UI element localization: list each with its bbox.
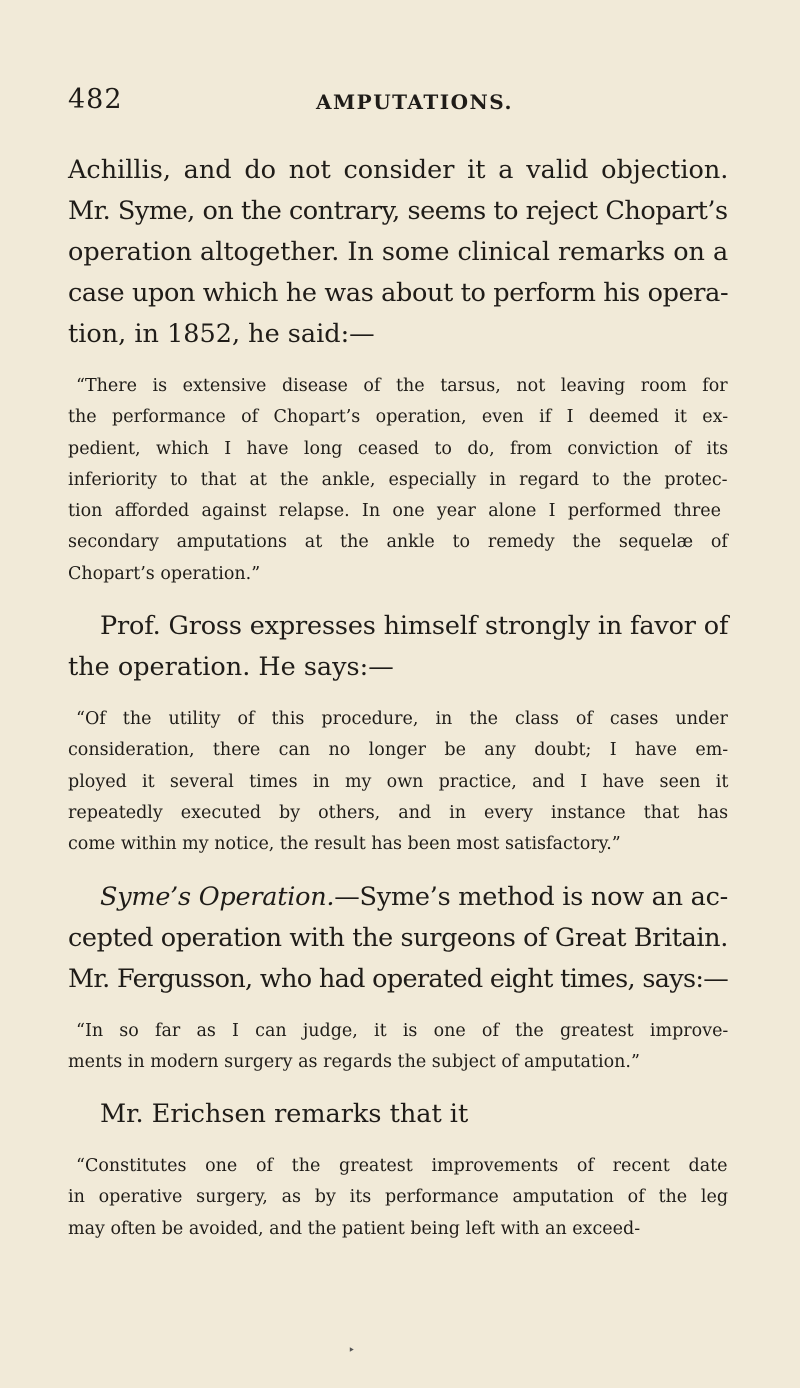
quote-fergusson [68,1016,728,1079]
section-heading-italic: Syme’s Operation. [100,881,335,912]
text-line: “Of the utility of this procedure, in the class of cases under [76,709,728,730]
text-line: “Constitutes one of the greatest improvements of recent date [76,1156,728,1177]
text-line: ployed it several times in my own practice, and I have seen it [68,771,729,792]
text-line: Mr. Syme, on the contrary, seems to reject Chopart’s [68,196,728,226]
text-line: in operative surgery, as by its performance amputation of the leg [68,1187,729,1208]
text-line: ments in modern surgery as regards the subject of amputation.” [68,1051,640,1072]
text-line: Chopart’s operation.” [68,563,261,584]
text-line: cepted operation with the surgeons of Great Britain. [68,922,728,953]
text-line: Mr. Fergusson, who had operated eight times, says:— [68,963,729,994]
text-line: Prof. Gross expresses himself strongly in favor of [100,611,729,642]
paragraph-syme-objection [68,150,728,355]
quote-erichsen [68,1151,728,1245]
paragraph-symes-operation [68,877,728,1000]
text-line: tion, in 1852, he said:— [68,319,375,349]
text-line: Achillis, and do not consider it a valid objection. [68,155,729,185]
text-line: “In so far as I can judge, it is one of the greatest improve- [76,1020,729,1041]
printer-mark: ‣ [348,1343,356,1357]
text-line: inferiority to that at the ankle, especially in regard to the protec- [68,469,728,490]
text-fragment: —Syme’s method is now an ac- [334,881,729,912]
text-line: consideration, there can no longer be any doubt; I have em- [68,740,729,761]
text-line: tion afforded against relapse. In one year alone I performed three [68,501,722,522]
text-line: may often be avoided, and the patient being left with an exceed- [68,1218,641,1239]
text-line: secondary amputations at the ankle to remedy the sequelæ of [68,532,728,553]
text-line: repeatedly executed by others, and in every instance that has [68,802,729,823]
text-line [68,877,728,918]
text-line: come within my notice, the result has been most satisfactory.” [68,834,621,855]
page-number: 482 [68,84,123,115]
text-line: case upon which he was about to perform his opera- [68,278,729,308]
text-line: the performance of Chopart’s operation, even if I deemed it ex- [68,407,729,428]
text-line: Mr. Erichsen remarks that it [100,1099,469,1130]
page-body [68,150,728,1245]
running-title: AMPUTATIONS. [316,90,513,114]
text-line: pedient, which I have long ceased to do, from conviction of its [68,438,729,459]
quote-syme [68,371,728,590]
page-header [68,84,728,124]
text-line: “There is extensive disease of the tarsus, not leaving room for [76,376,728,396]
text-line: operation altogether. In some clinical remarks on a [68,237,729,267]
paragraph-erichsen [68,1094,728,1135]
text-line: the operation. He says:— [68,652,394,683]
paragraph-gross [68,606,728,688]
quote-gross [68,704,728,860]
